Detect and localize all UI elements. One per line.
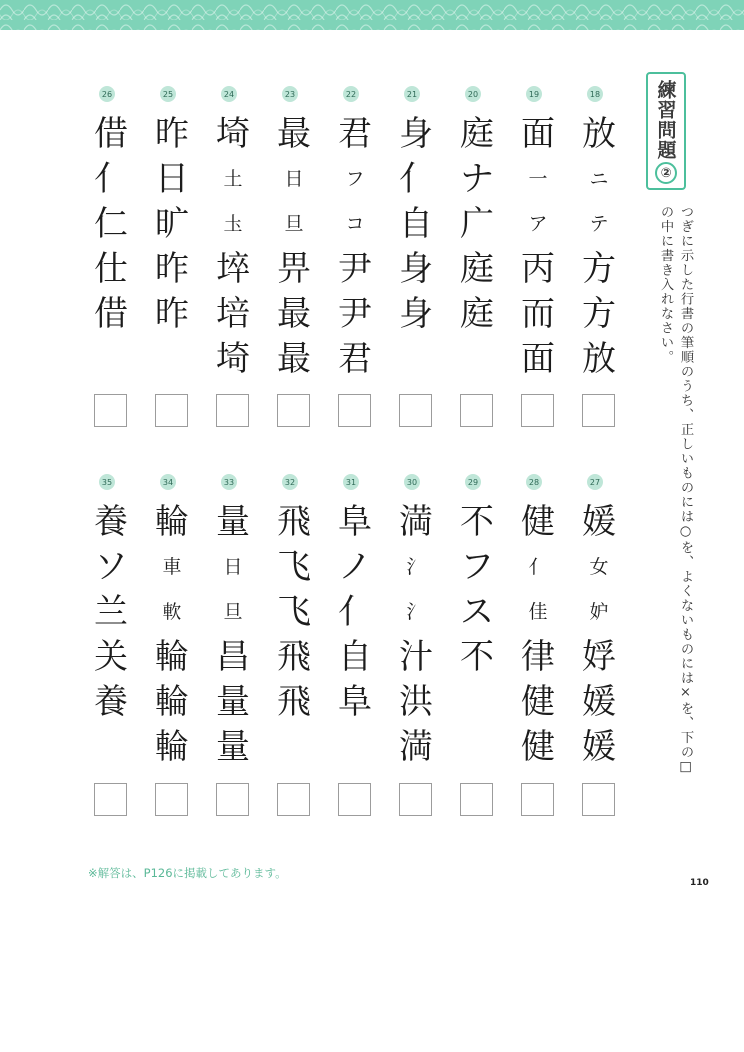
- stroke-step: テ: [589, 213, 609, 235]
- stroke-step: 妒: [589, 601, 609, 623]
- target-character: 健: [521, 502, 555, 542]
- stroke-step: 洪: [399, 682, 433, 722]
- stroke-step: 埼: [216, 339, 250, 379]
- stroke-step: 君: [338, 339, 372, 379]
- stroke-step: 日: [223, 556, 243, 578]
- question-number-badge: 30: [404, 474, 420, 490]
- stroke-step: ニ: [589, 168, 609, 190]
- stroke-order-sequence: [91, 112, 131, 337]
- answer-box-19[interactable]: [521, 394, 554, 427]
- question-number-badge: 28: [526, 474, 542, 490]
- target-character: 身: [399, 114, 433, 154]
- stroke-step: 健: [521, 682, 555, 722]
- stroke-step: 輪: [155, 727, 189, 767]
- question-number-badge: 31: [343, 474, 359, 490]
- target-character: 満: [399, 502, 433, 542]
- exercise-title: 練習問題: [654, 80, 677, 160]
- stroke-step: 庭: [460, 294, 494, 334]
- stroke-step: 方: [582, 249, 616, 289]
- stroke-step: 丙: [521, 249, 555, 289]
- header-pattern-band: [0, 0, 744, 30]
- stroke-step: 健: [521, 727, 555, 767]
- answer-box-35[interactable]: [94, 783, 127, 816]
- stroke-order-sequence: [518, 112, 558, 382]
- stroke-step: ス: [460, 592, 494, 632]
- target-character: 量: [216, 502, 250, 542]
- target-character: 媛: [582, 502, 616, 542]
- stroke-step: 軟: [162, 601, 182, 623]
- stroke-order-sequence: [213, 112, 253, 382]
- stroke-step: 旷: [155, 204, 189, 244]
- stroke-step: フ: [460, 547, 494, 587]
- stroke-step: 仕: [94, 249, 128, 289]
- stroke-step: 輪: [155, 682, 189, 722]
- page-number: 110: [690, 878, 709, 888]
- answer-footnote: ※解答は、P126に掲載してあります。: [88, 866, 287, 880]
- stroke-step: 面: [521, 339, 555, 379]
- question-number-badge: 23: [282, 86, 298, 102]
- stroke-step: 汁: [399, 637, 433, 677]
- answer-box-32[interactable]: [277, 783, 310, 816]
- instruction-text: つぎに示した行書の筆順のうち、正しいものには○を、よくないものには×を、下の□の中に書き入れなさい。: [658, 205, 693, 776]
- answer-box-24[interactable]: [216, 394, 249, 427]
- stroke-step: 昌: [216, 637, 250, 677]
- stroke-step: 旦: [223, 601, 243, 623]
- stroke-step: 自: [338, 637, 372, 677]
- question-number-badge: 27: [587, 474, 603, 490]
- answer-box-29[interactable]: [460, 783, 493, 816]
- stroke-step: 亻: [399, 159, 433, 199]
- stroke-step: 尹: [338, 294, 372, 334]
- question-number-badge: 34: [160, 474, 176, 490]
- stroke-step: 日: [284, 168, 304, 190]
- stroke-step: 方: [582, 294, 616, 334]
- answer-box-25[interactable]: [155, 394, 188, 427]
- target-character: 最: [277, 114, 311, 154]
- stroke-step: 土: [223, 168, 243, 190]
- target-character: 面: [521, 114, 555, 154]
- question-number-badge: 25: [160, 86, 176, 102]
- target-character: 借: [94, 114, 128, 154]
- answer-box-33[interactable]: [216, 783, 249, 816]
- stroke-order-sequence: [274, 500, 314, 725]
- stroke-order-sequence: [335, 500, 375, 725]
- stroke-step: 而: [521, 294, 555, 334]
- stroke-step: 佳: [528, 601, 548, 623]
- stroke-order-sequence: [579, 500, 619, 770]
- stroke-step: 氵: [406, 601, 426, 623]
- stroke-step: 最: [277, 294, 311, 334]
- stroke-step: 最: [277, 339, 311, 379]
- stroke-step: 阜: [338, 682, 372, 722]
- stroke-step: 关: [94, 637, 128, 677]
- stroke-step: ノ: [338, 547, 372, 587]
- stroke-step: 昨: [155, 249, 189, 289]
- stroke-order-sequence: [457, 500, 497, 680]
- stroke-order-sequence: [91, 500, 131, 725]
- stroke-step: 氵: [406, 556, 426, 578]
- question-number-badge: 20: [465, 86, 481, 102]
- stroke-step: 飞: [277, 592, 311, 632]
- answer-box-26[interactable]: [94, 394, 127, 427]
- stroke-step: ア: [528, 213, 548, 235]
- wave-pattern: [0, 0, 744, 30]
- stroke-order-sequence: [579, 112, 619, 382]
- stroke-order-sequence: [518, 500, 558, 770]
- target-character: 不: [460, 502, 494, 542]
- target-character: 埼: [216, 114, 250, 154]
- stroke-step: 庭: [460, 249, 494, 289]
- answer-box-30[interactable]: [399, 783, 432, 816]
- stroke-step: 一: [528, 168, 548, 190]
- stroke-step: 旦: [284, 213, 304, 235]
- stroke-step: 广: [460, 204, 494, 244]
- stroke-step: 娐: [582, 637, 616, 677]
- question-number-badge: 32: [282, 474, 298, 490]
- stroke-order-sequence: [213, 500, 253, 770]
- question-number-badge: 19: [526, 86, 542, 102]
- stroke-step: 培: [216, 294, 250, 334]
- stroke-step: 不: [460, 637, 494, 677]
- target-character: 庭: [460, 114, 494, 154]
- stroke-order-sequence: [396, 500, 436, 770]
- stroke-order-sequence: [152, 500, 192, 770]
- question-number-badge: 24: [221, 86, 237, 102]
- stroke-step: 圡: [223, 213, 243, 235]
- stroke-step: 尹: [338, 249, 372, 289]
- target-character: 阜: [338, 502, 372, 542]
- stroke-step: 身: [399, 294, 433, 334]
- exercise-number: ②: [655, 162, 677, 184]
- stroke-step: 畀: [277, 249, 311, 289]
- answer-box-28[interactable]: [521, 783, 554, 816]
- question-number-badge: 33: [221, 474, 237, 490]
- stroke-step: 仁: [94, 204, 128, 244]
- stroke-step: 身: [399, 249, 433, 289]
- stroke-step: 自: [399, 204, 433, 244]
- target-character: 昨: [155, 114, 189, 154]
- stroke-step: 車: [162, 556, 182, 578]
- question-number-badge: 22: [343, 86, 359, 102]
- stroke-order-sequence: [152, 112, 192, 337]
- answer-box-23[interactable]: [277, 394, 310, 427]
- stroke-step: 輪: [155, 637, 189, 677]
- stroke-step: 量: [216, 727, 250, 767]
- stroke-step: 量: [216, 682, 250, 722]
- stroke-step: 亻: [528, 556, 548, 578]
- question-number-badge: 18: [587, 86, 603, 102]
- answer-box-27[interactable]: [582, 783, 615, 816]
- answer-box-18[interactable]: [582, 394, 615, 427]
- target-character: 君: [338, 114, 372, 154]
- question-number-badge: 29: [465, 474, 481, 490]
- stroke-step: 放: [582, 339, 616, 379]
- exercise-title-box: [646, 72, 686, 190]
- question-number-badge: 21: [404, 86, 420, 102]
- stroke-order-sequence: [457, 112, 497, 337]
- stroke-step: 兰: [94, 592, 128, 632]
- stroke-step: 飞: [277, 547, 311, 587]
- stroke-step: ナ: [460, 159, 494, 199]
- target-character: 養: [94, 502, 128, 542]
- stroke-order-sequence: [396, 112, 436, 337]
- stroke-step: 養: [94, 682, 128, 722]
- stroke-step: 借: [94, 294, 128, 334]
- answer-box-31[interactable]: [338, 783, 371, 816]
- stroke-step: 飛: [277, 682, 311, 722]
- stroke-step: 埣: [216, 249, 250, 289]
- stroke-step: 日: [155, 159, 189, 199]
- target-character: 飛: [277, 502, 311, 542]
- target-character: 放: [582, 114, 616, 154]
- answer-box-20[interactable]: [460, 394, 493, 427]
- stroke-step: 満: [399, 727, 433, 767]
- answer-box-34[interactable]: [155, 783, 188, 816]
- question-number-badge: 35: [99, 474, 115, 490]
- stroke-order-sequence: [335, 112, 375, 382]
- answer-box-21[interactable]: [399, 394, 432, 427]
- stroke-step: フ: [345, 168, 365, 190]
- stroke-step: 昨: [155, 294, 189, 334]
- target-character: 輪: [155, 502, 189, 542]
- stroke-step: 飛: [277, 637, 311, 677]
- stroke-step: 媛: [582, 727, 616, 767]
- stroke-step: 亻: [94, 159, 128, 199]
- question-number-badge: 26: [99, 86, 115, 102]
- stroke-order-sequence: [274, 112, 314, 382]
- stroke-step: 女: [589, 556, 609, 578]
- stroke-step: 亻: [338, 592, 372, 632]
- stroke-step: ソ: [94, 547, 128, 587]
- stroke-step: コ: [345, 213, 365, 235]
- answer-box-22[interactable]: [338, 394, 371, 427]
- stroke-step: 媛: [582, 682, 616, 722]
- stroke-step: 律: [521, 637, 555, 677]
